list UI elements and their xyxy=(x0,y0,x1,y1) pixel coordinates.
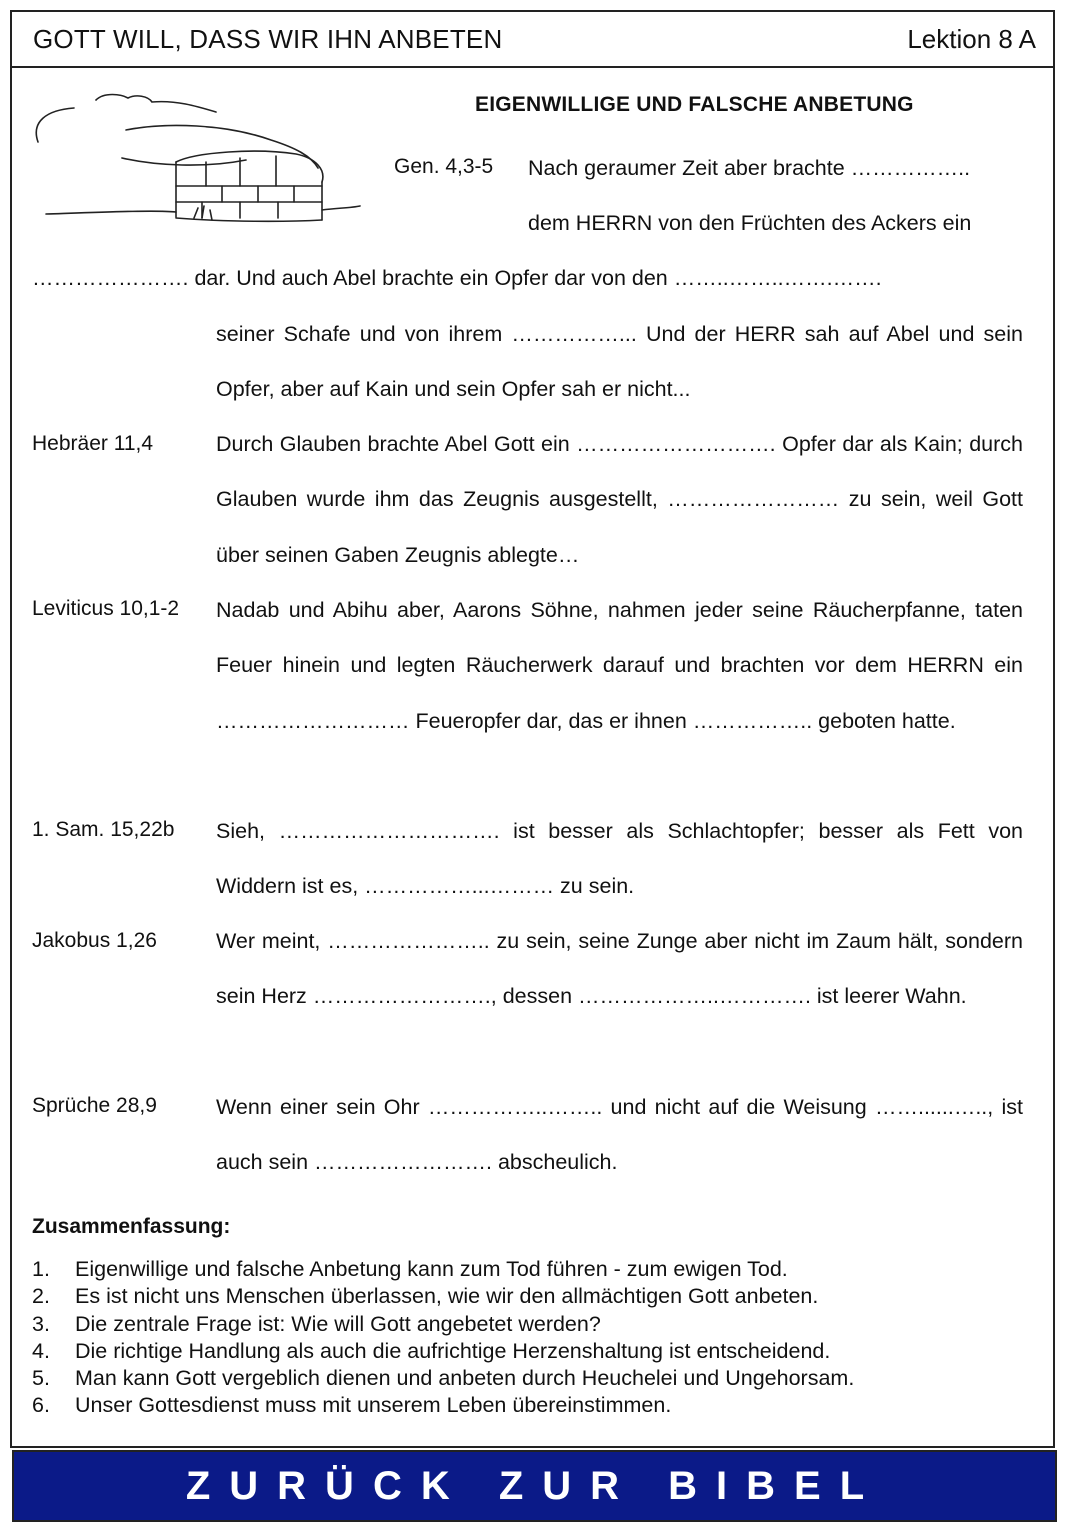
summary-number: 3. xyxy=(32,1311,50,1336)
footer-banner-text: ZURÜCK ZUR BIBEL xyxy=(185,1464,884,1508)
summary-item xyxy=(32,1365,1032,1392)
summary-item xyxy=(32,1392,1032,1419)
summary-text: Die richtige Handlung als auch die aufrichtige Herzenshaltung ist entscheidend. xyxy=(75,1338,831,1363)
section-heading: EIGENWILLIGE UND FALSCHE ANBETUNG xyxy=(475,93,914,116)
verse-reference: Leviticus 10,1-2 xyxy=(32,597,180,620)
summary-heading: Zusammenfassung: xyxy=(32,1215,231,1238)
verse-line: dem HERRN von den Früchten des Ackers ein xyxy=(528,211,972,235)
verse-text: Sieh, …………………………. ist besser als Schlachtopfer; besser als Fett von Widdern ist es, ……………...……… zu sein. xyxy=(216,819,1023,899)
verse-reference: Jakobus 1,26 xyxy=(32,929,157,952)
summary-number: 1. xyxy=(32,1257,50,1281)
footer-banner xyxy=(12,1450,1057,1522)
summary-text: Eigenwillige und falsche Anbetung kann zum Tod führen - zum ewigen Tod. xyxy=(75,1257,788,1281)
summary-text: Unser Gottesdienst muss mit unserem Leben übereinstimmen. xyxy=(75,1393,672,1418)
verse-line: …………………. dar. Und auch Abel brachte ein Opfer dar von den ……..……..…….……. xyxy=(32,266,882,290)
summary-number: 4. xyxy=(32,1338,50,1363)
summary-number: 5. xyxy=(32,1366,50,1391)
verse-text: Wenn einer sein Ohr ……………..…….. und nicht auf die Weisung ……......….., ist auch sein ……………………. abscheulich. xyxy=(216,1095,1023,1175)
summary-item xyxy=(32,1256,1032,1283)
verse-text: Nadab und Abihu aber, Aarons Söhne, nahmen jeder seine Räucherpfanne, taten Feuer hinein und legten Räucherwerk darauf und brachten vor dem HERRN ein ……………………… Feueropfer dar, das er ihnen …………….. geboten hatte. xyxy=(216,598,1023,733)
summary-number: 2. xyxy=(32,1284,50,1309)
verse-reference: Gen. 4,3-5 xyxy=(394,155,494,178)
verse-text: seiner Schafe und von ihrem ……………... Und der HERR sah auf Abel und sein Opfer, aber auf Kain und sein Opfer sah er nicht... xyxy=(216,322,1023,402)
summary-text: Die zentrale Frage ist: Wie will Gott angebetet werden? xyxy=(75,1311,601,1336)
summary-text: Man kann Gott vergeblich dienen und anbeten durch Heuchelei und Ungehorsam. xyxy=(75,1366,855,1391)
verse-reference: 1. Sam. 15,22b xyxy=(32,818,175,841)
altar-offering-illustration xyxy=(26,82,366,242)
verse-text: Wer meint, ………………….. zu sein, seine Zunge aber nicht im Zaum hält, sondern sein Herz ……………………., dessen ………………..…………. ist leerer Wahn. xyxy=(216,929,1023,1009)
header-bar xyxy=(12,12,1053,68)
verse-reference: Hebräer 11,4 xyxy=(32,432,154,455)
summary-item xyxy=(32,1338,1032,1365)
summary-item xyxy=(32,1311,1032,1338)
summary-number: 6. xyxy=(32,1393,50,1418)
summary-list xyxy=(32,1256,1032,1420)
lesson-label: Lektion 8 A xyxy=(907,24,1036,54)
page-title: GOTT WILL, DASS WIR IHN ANBETEN xyxy=(33,24,503,54)
summary-item xyxy=(32,1283,1032,1310)
verse-reference: Sprüche 28,9 xyxy=(32,1094,157,1117)
verse-line: Nach geraumer Zeit aber brachte …………….. xyxy=(528,156,971,180)
summary-text: Es ist nicht uns Menschen überlassen, wie wir den allmächtigen Gott anbeten. xyxy=(75,1284,819,1309)
verse-text: Durch Glauben brachte Abel Gott ein ………………………. Opfer dar als Kain; durch Glauben wurde ihm das Zeugnis ausgestellt, …………………… zu sein, weil Gott über seinen Gaben Zeugnis ablegte… xyxy=(216,432,1023,567)
